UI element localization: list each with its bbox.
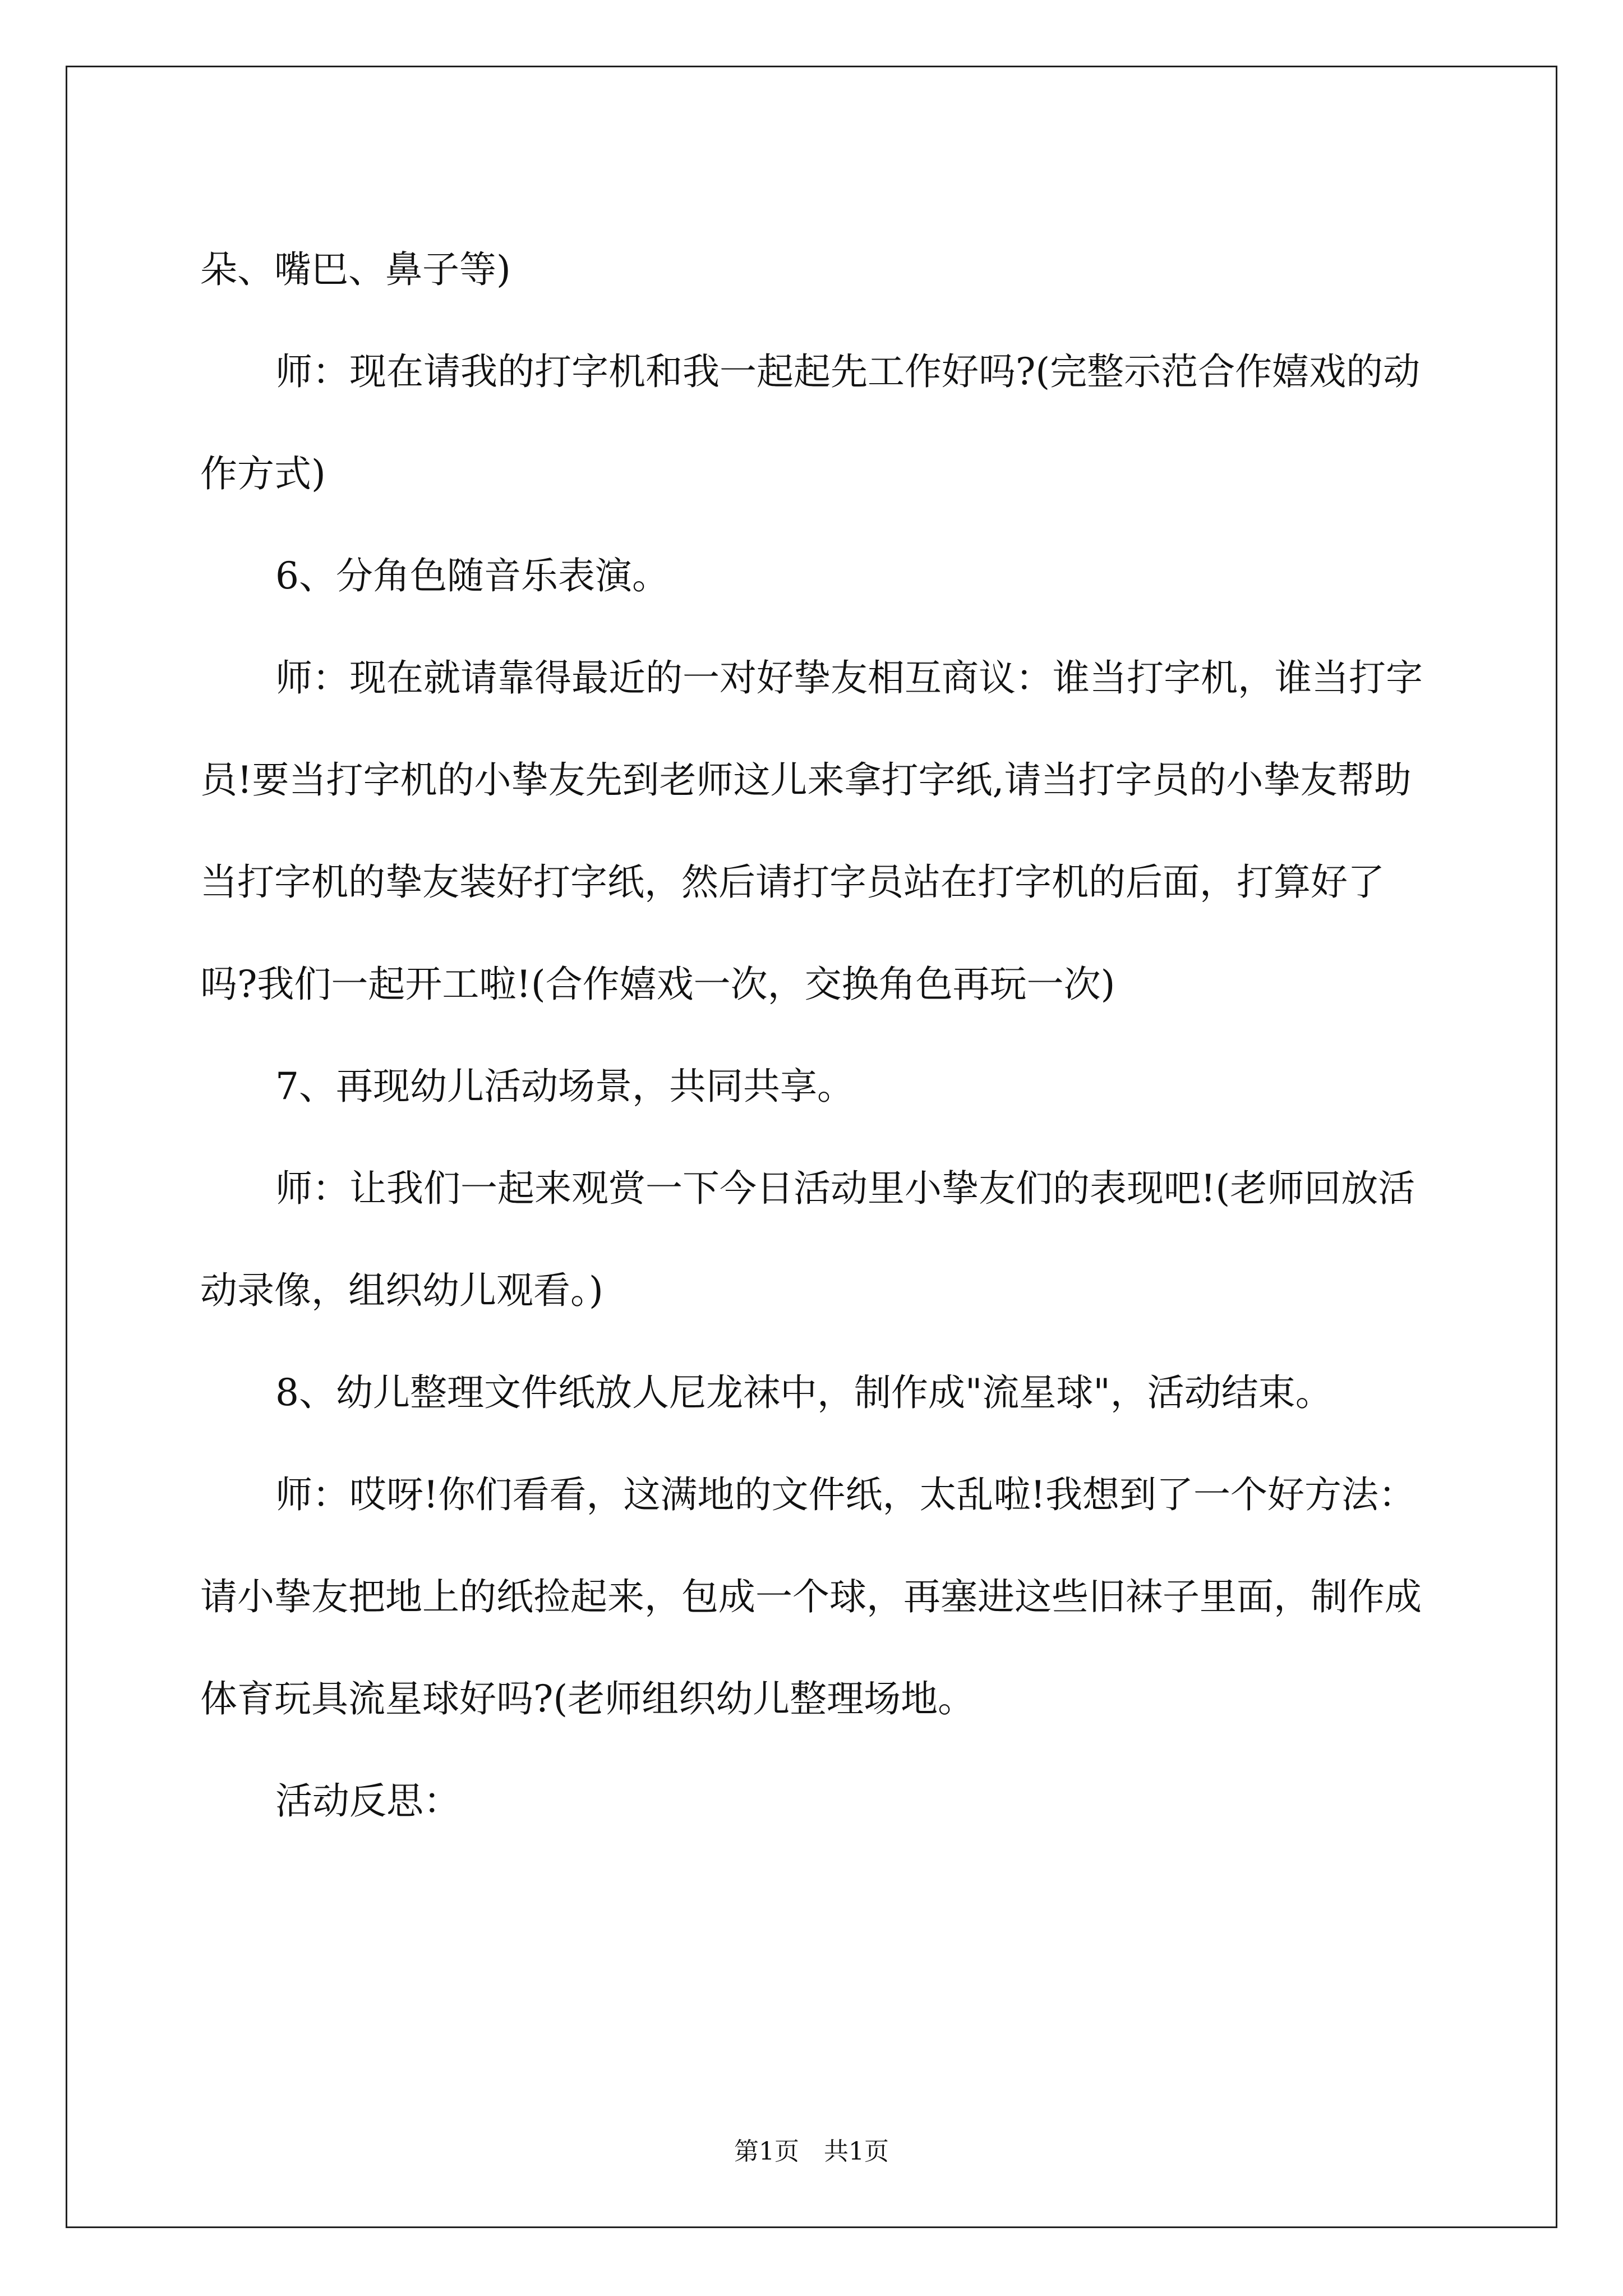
document-body [200, 219, 1423, 1852]
paragraph-3: 6、分角色随音乐表演。 [275, 554, 669, 597]
paragraph-9: 活动反思： [275, 1779, 460, 1823]
paragraph-7: 8、幼儿整理文件纸放人尼龙袜中，制作成"流星球"，活动结束。 [275, 1371, 1332, 1414]
page-footer: 第1页 共1页 [734, 2137, 889, 2166]
paragraph-8: 师：哎呀!你们看看，这满地的文件纸，太乱啦!我想到了一个好方法：请小挚友把地上的纸捡起来，包成一个球，再塞进这些旧袜子里面，制作成体育玩具流星球好吗?(老师组织幼儿整理场地。 [200, 1473, 1422, 1720]
paragraph-4: 师：现在就请靠得最近的一对好挚友相互商议：谁当打字机，谁当打字员!要当打字机的小挚友先到老师这儿来拿打字纸,请当打字员的小挚友帮助当打字机的挚友装好打字纸，然后请打字员站在打字机的后面，打算好了吗?我们一起开工啦!(合作嬉戏一次，交换角色再玩一次) [200, 656, 1423, 1006]
paragraph-2: 师：现在请我的打字机和我一起起先工作好吗?(完整示范合作嬉戏的动作方式) [200, 350, 1421, 495]
paragraph-1: 朵、嘴巴、鼻子等) [200, 248, 511, 291]
paragraph-6: 师：让我们一起来观赏一下今日活动里小挚友们的表现吧!(老师回放活动录像，组织幼儿观看。) [200, 1167, 1415, 1312]
paragraph-5: 7、再现幼儿活动场景，共同共享。 [275, 1065, 854, 1108]
